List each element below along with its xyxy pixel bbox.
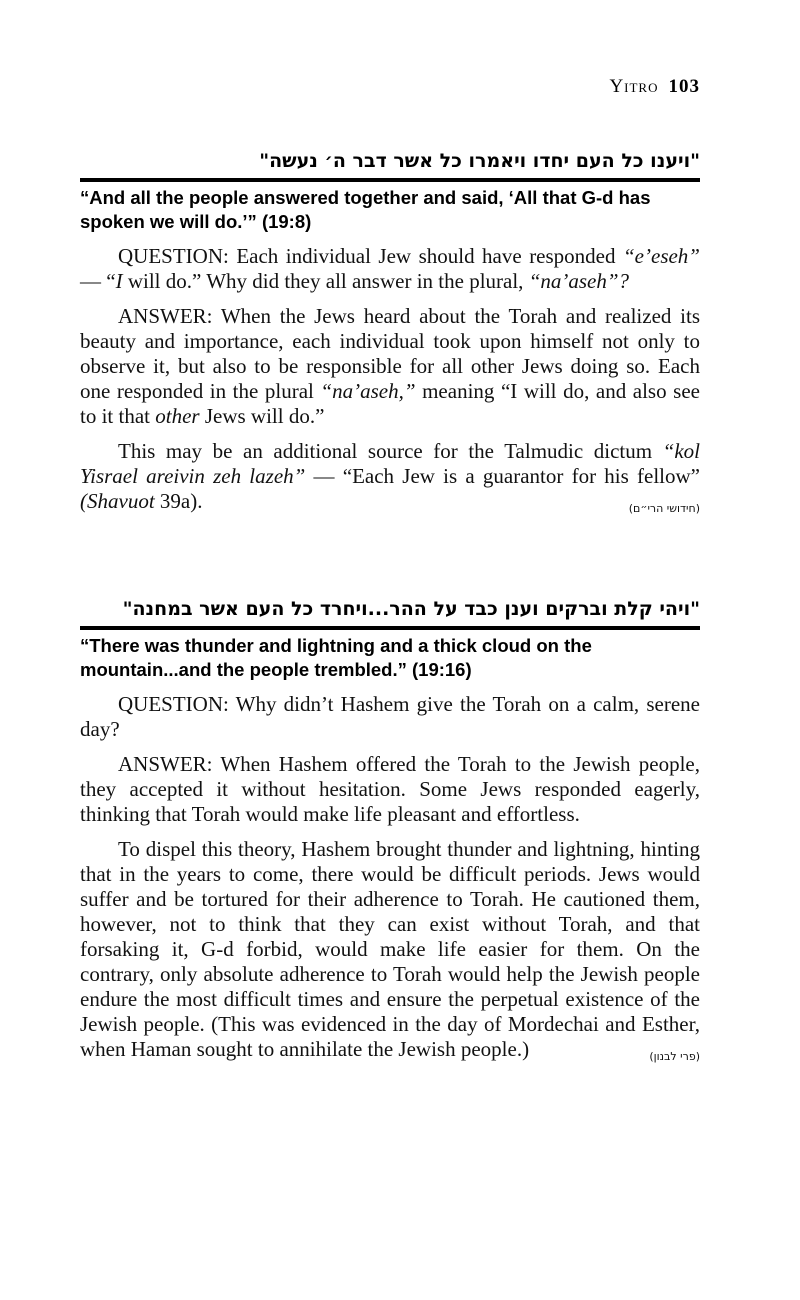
running-head-title: Yitro <box>609 76 659 97</box>
hebrew-verse-heading: "ויענו כל העם יחדו ויאמרו כל אשר דבר ה׳ נעשה" <box>80 150 700 182</box>
answer-paragraph: ANSWER: When the Jews heard about the Torah and realized its beauty and importance, each individual took upon himself not only to observe it, but also to be responsible for all other Jews doing so. Each one responded in the plural “na’aseh,” meaning “I will do, and also see to it that other Jews will do.” <box>80 304 700 428</box>
english-verse-heading: “And all the people answered together and said, ‘All that G-d has spoken we will do.’” (19:8) <box>80 187 651 232</box>
explanation-paragraph: To dispel this theory, Hashem brought thunder and lightning, hinting that in the years to come, there would be difficult periods. Jews would suffer and be tortured for their adherence to Torah. He cautioned them, however, not to think that they can exist without Torah, and that forsaking it, G-d forbid, would make life easier for them. On the contrary, only absolute adherence to Torah would help the Jewish people endure the most difficult times and ensure the perpetual existence of the Jewish people. (This was evidenced in the day of Mordechai and Esther, when Haman sought to annihilate the Jewish people.) <box>80 837 700 1061</box>
english-verse-heading: “There was thunder and lightning and a thick cloud on the mountain...and the people trembled.” (19:16) <box>80 635 592 680</box>
page-number: 103 <box>668 76 700 97</box>
section-1 <box>80 150 700 515</box>
dictum-paragraph: This may be an additional source for the Talmudic dictum “kol Yisrael areivin zeh lazeh” — “Each Jew is a guarantor for his fellow” (Shavuot 39a). <box>80 439 700 513</box>
question-paragraph: QUESTION: Why didn’t Hashem give the Torah on a calm, serene day? <box>80 692 700 741</box>
running-head <box>609 76 700 98</box>
answer-paragraph: ANSWER: When Hashem offered the Torah to the Jewish people, they accepted it without hesitation. Some Jews responded eagerly, thinking that Torah would make life pleasant and effortless. <box>80 752 700 826</box>
source-citation: (חידושי הרי״ם) <box>628 502 700 515</box>
section-2 <box>80 598 700 1063</box>
question-paragraph: QUESTION: Each individual Jew should have responded “e’eseh” — “I will do.” Why did they all answer in the plural, “na’aseh”? <box>80 244 700 293</box>
source-citation: (פרי לבנון) <box>649 1050 700 1063</box>
hebrew-verse-heading: "ויהי קלת וברקים וענן כבד על ההר...ויחרד כל העם אשר במחנה" <box>80 598 700 630</box>
